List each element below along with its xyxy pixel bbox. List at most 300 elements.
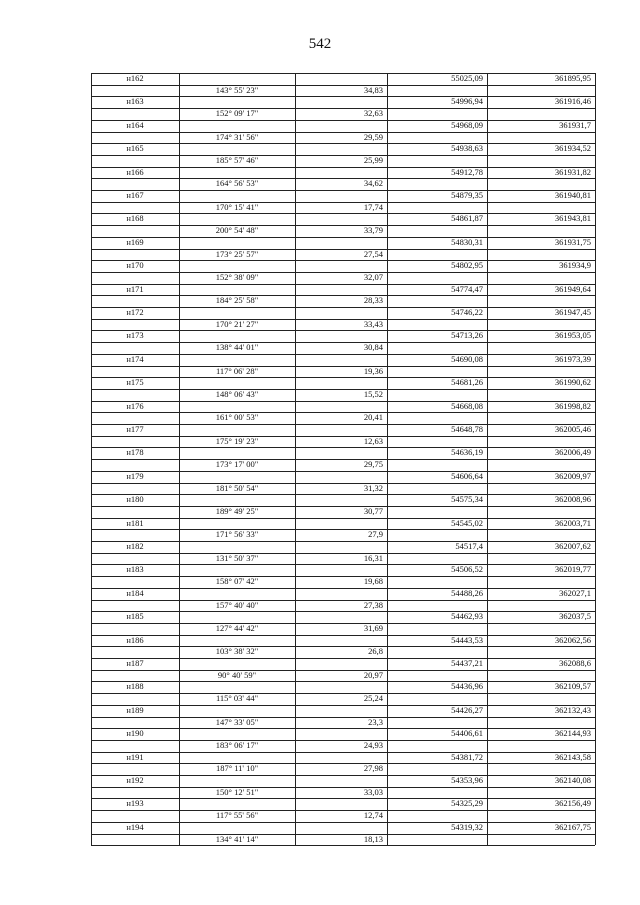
point-name-text: н175 xyxy=(126,377,144,388)
point-name xyxy=(91,307,179,319)
direction-angle-text: 90° 40' 59" xyxy=(217,669,257,680)
coordinate-x xyxy=(387,237,487,249)
coordinate-y xyxy=(487,798,595,810)
segment-length xyxy=(295,108,387,120)
point-name-text: н180 xyxy=(126,494,144,505)
point-name xyxy=(91,494,179,506)
coordinate-y-text: 361916,46 xyxy=(554,96,591,107)
direction-angle xyxy=(179,319,295,331)
coordinate-y xyxy=(487,681,595,693)
coordinate-x-text: 54802,95 xyxy=(451,260,483,271)
coordinate-x xyxy=(387,307,487,319)
segment-length xyxy=(295,834,387,846)
coordinate-y xyxy=(487,167,595,179)
point-name xyxy=(91,167,179,179)
point-name xyxy=(91,424,179,436)
coordinates-table xyxy=(91,73,595,845)
coordinate-x-text: 54830,31 xyxy=(451,236,483,247)
point-name-text: н174 xyxy=(126,353,144,364)
coordinate-y-text: 361934,9 xyxy=(559,260,591,271)
direction-angle xyxy=(179,834,295,846)
segment-length xyxy=(295,623,387,635)
coordinate-y xyxy=(487,705,595,717)
point-name-text: н169 xyxy=(126,236,144,247)
coordinate-y xyxy=(487,471,595,483)
segment-length-text: 16,31 xyxy=(363,552,383,563)
segment-length-text: 19,68 xyxy=(363,576,383,587)
point-name-text: н171 xyxy=(126,283,144,294)
coordinate-y-text: 361931,82 xyxy=(554,166,591,177)
coordinate-x xyxy=(387,143,487,155)
point-name-text: н188 xyxy=(126,681,144,692)
point-name-text: н178 xyxy=(126,447,144,458)
segment-length xyxy=(295,810,387,822)
point-name-text: н176 xyxy=(126,400,144,411)
point-name xyxy=(91,681,179,693)
coordinate-y-text: 362132,43 xyxy=(554,704,591,715)
segment-length-text: 18,13 xyxy=(363,833,383,844)
direction-angle-text: 173° 25' 57" xyxy=(215,248,259,259)
direction-angle xyxy=(179,108,295,120)
point-name xyxy=(91,143,179,155)
coordinate-x xyxy=(387,752,487,764)
coordinate-y-text: 361895,95 xyxy=(554,73,591,83)
coordinate-y-text: 362143,58 xyxy=(554,751,591,762)
coordinate-x xyxy=(387,658,487,670)
coordinate-y xyxy=(487,260,595,272)
coordinate-y-text: 362037,5 xyxy=(559,611,591,622)
segment-length xyxy=(295,225,387,237)
direction-angle-text: 134° 41' 14" xyxy=(215,833,259,844)
point-name xyxy=(91,73,179,85)
coordinate-x xyxy=(387,822,487,834)
coordinate-y xyxy=(487,588,595,600)
coordinate-x xyxy=(387,167,487,179)
point-name xyxy=(91,728,179,740)
coordinate-x-text: 54938,63 xyxy=(451,143,483,154)
point-name-text: н190 xyxy=(126,728,144,739)
coordinate-y-text: 361931,75 xyxy=(554,236,591,247)
coordinate-x-text: 54517,4 xyxy=(455,541,483,551)
table-row-border xyxy=(91,845,595,846)
coordinate-x xyxy=(387,681,487,693)
direction-angle xyxy=(179,506,295,518)
point-name-text: н183 xyxy=(126,564,144,575)
coordinate-x-text: 54912,78 xyxy=(451,166,483,177)
direction-angle xyxy=(179,132,295,144)
coordinate-y xyxy=(487,96,595,108)
coordinate-y-text: 362109,57 xyxy=(554,681,591,692)
point-name xyxy=(91,775,179,787)
coordinate-y-text: 362007,62 xyxy=(554,541,591,551)
segment-length-text: 28,33 xyxy=(363,295,383,306)
direction-angle xyxy=(179,623,295,635)
point-name xyxy=(91,96,179,108)
coordinate-y-text: 362003,71 xyxy=(554,517,591,528)
direction-angle xyxy=(179,249,295,261)
point-name xyxy=(91,798,179,810)
coordinate-x xyxy=(387,260,487,272)
segment-length xyxy=(295,319,387,331)
coordinate-x xyxy=(387,447,487,459)
direction-angle xyxy=(179,576,295,588)
coordinate-y xyxy=(487,354,595,366)
segment-length-text: 30,84 xyxy=(363,342,383,353)
point-name-text: н162 xyxy=(126,73,144,83)
segment-length-text: 27,9 xyxy=(368,529,383,540)
coordinate-x-text: 54879,35 xyxy=(451,190,483,200)
coordinate-x-text: 54690,08 xyxy=(451,353,483,364)
direction-angle-text: 185° 57' 46" xyxy=(215,154,259,165)
coordinate-y-text: 362140,08 xyxy=(554,775,591,785)
point-name-text: н187 xyxy=(126,658,144,668)
direction-angle xyxy=(179,178,295,190)
direction-angle xyxy=(179,740,295,752)
segment-length-text: 29,59 xyxy=(363,131,383,142)
direction-angle-text: 189° 49' 25" xyxy=(215,505,259,516)
coordinate-x-text: 54443,53 xyxy=(451,634,483,645)
coordinate-y-text: 362156,49 xyxy=(554,798,591,809)
segment-length-text: 33,03 xyxy=(363,786,383,797)
direction-angle-text: 173° 17' 00" xyxy=(215,459,259,470)
coordinate-y-text: 362088,6 xyxy=(559,658,591,668)
point-name-text: н163 xyxy=(126,96,144,107)
point-name-text: н181 xyxy=(126,517,144,528)
point-name xyxy=(91,377,179,389)
segment-length xyxy=(295,670,387,682)
direction-angle xyxy=(179,483,295,495)
coordinate-x-text: 54746,22 xyxy=(451,307,483,317)
coordinate-y-text: 361973,39 xyxy=(554,353,591,364)
segment-length xyxy=(295,483,387,495)
direction-angle xyxy=(179,272,295,284)
coordinate-y-text: 362008,96 xyxy=(554,494,591,505)
coordinate-y-text: 362167,75 xyxy=(554,821,591,832)
coordinate-x-text: 54575,34 xyxy=(451,494,483,505)
point-name xyxy=(91,284,179,296)
segment-length-text: 31,69 xyxy=(363,622,383,633)
segment-length xyxy=(295,249,387,261)
point-name xyxy=(91,237,179,249)
coordinate-x xyxy=(387,213,487,225)
coordinate-x xyxy=(387,377,487,389)
direction-angle-text: 152° 38' 09" xyxy=(215,271,259,282)
direction-angle xyxy=(179,85,295,97)
coordinate-y xyxy=(487,330,595,342)
coordinate-y xyxy=(487,658,595,670)
coordinate-y xyxy=(487,541,595,553)
coordinate-x-text: 54996,94 xyxy=(451,96,483,107)
segment-length xyxy=(295,529,387,541)
point-name-text: н164 xyxy=(126,119,144,130)
coordinate-x xyxy=(387,401,487,413)
coordinate-y-text: 362062,56 xyxy=(554,634,591,645)
direction-angle-text: 157° 40' 40" xyxy=(215,599,259,610)
coordinate-x-text: 54325,29 xyxy=(451,798,483,809)
point-name xyxy=(91,752,179,764)
point-name xyxy=(91,260,179,272)
direction-angle-text: 152° 09' 17" xyxy=(215,108,259,119)
direction-angle-text: 187° 11' 10" xyxy=(215,763,259,774)
direction-angle xyxy=(179,717,295,729)
direction-angle-text: 161° 00' 53" xyxy=(215,412,259,423)
coordinate-y xyxy=(487,494,595,506)
coordinate-x-text: 54668,08 xyxy=(451,400,483,411)
point-name xyxy=(91,190,179,202)
point-name xyxy=(91,447,179,459)
segment-length xyxy=(295,459,387,471)
coordinate-x-text: 54426,27 xyxy=(451,704,483,715)
segment-length-text: 32,07 xyxy=(363,271,383,282)
coordinate-x-text: 54968,09 xyxy=(451,119,483,130)
segment-length-text: 34,62 xyxy=(363,178,383,189)
segment-length-text: 25,99 xyxy=(363,154,383,165)
point-name-text: н177 xyxy=(126,424,144,434)
segment-length-text: 24,93 xyxy=(363,739,383,750)
coordinate-x xyxy=(387,705,487,717)
point-name-text: н194 xyxy=(126,821,144,832)
point-name xyxy=(91,658,179,670)
direction-angle-text: 131° 50' 37" xyxy=(215,552,259,563)
segment-length xyxy=(295,132,387,144)
coordinate-y xyxy=(487,635,595,647)
segment-length xyxy=(295,202,387,214)
coordinate-x-text: 54861,87 xyxy=(451,213,483,224)
point-name-text: н172 xyxy=(126,307,144,317)
point-name-text: н173 xyxy=(126,330,144,341)
coordinate-x-text: 55025,09 xyxy=(451,73,483,83)
coordinate-y xyxy=(487,447,595,459)
point-name xyxy=(91,471,179,483)
direction-angle-text: 170° 21' 27" xyxy=(215,318,259,329)
coordinate-x-text: 54353,96 xyxy=(451,775,483,785)
direction-angle xyxy=(179,389,295,401)
point-name-text: н189 xyxy=(126,704,144,715)
segment-length xyxy=(295,717,387,729)
segment-length-text: 15,52 xyxy=(363,388,383,399)
point-name xyxy=(91,822,179,834)
coordinate-y xyxy=(487,284,595,296)
direction-angle xyxy=(179,810,295,822)
coordinate-x-text: 54488,26 xyxy=(451,587,483,598)
direction-angle xyxy=(179,763,295,775)
segment-length-text: 29,75 xyxy=(363,459,383,470)
segment-length xyxy=(295,763,387,775)
coordinate-x-text: 54506,52 xyxy=(451,564,483,575)
coordinate-y xyxy=(487,728,595,740)
direction-angle-text: 200° 54' 48" xyxy=(215,225,259,236)
segment-length xyxy=(295,436,387,448)
coordinate-y xyxy=(487,424,595,436)
direction-angle xyxy=(179,202,295,214)
point-name-text: н182 xyxy=(126,541,144,551)
direction-angle xyxy=(179,787,295,799)
coordinate-x-text: 54713,26 xyxy=(451,330,483,341)
segment-length xyxy=(295,787,387,799)
direction-angle xyxy=(179,366,295,378)
direction-angle-text: 127° 44' 42" xyxy=(215,622,259,633)
segment-length-text: 20,41 xyxy=(363,412,383,423)
coordinate-x-text: 54648,78 xyxy=(451,424,483,434)
coordinate-y-text: 362019,77 xyxy=(554,564,591,575)
coordinate-x-text: 54681,26 xyxy=(451,377,483,388)
coordinate-x xyxy=(387,330,487,342)
segment-length-text: 26,8 xyxy=(368,646,383,657)
direction-angle xyxy=(179,600,295,612)
direction-angle xyxy=(179,436,295,448)
point-name-text: н165 xyxy=(126,143,144,154)
segment-length xyxy=(295,342,387,354)
coordinate-y-text: 362027,1 xyxy=(559,587,591,598)
coordinate-x-text: 54406,61 xyxy=(451,728,483,739)
coordinate-x xyxy=(387,73,487,85)
coordinate-y xyxy=(487,752,595,764)
segment-length-text: 32,63 xyxy=(363,108,383,119)
segment-length-text: 12,63 xyxy=(363,435,383,446)
direction-angle-text: 150° 12' 51" xyxy=(215,786,259,797)
point-name xyxy=(91,354,179,366)
direction-angle xyxy=(179,553,295,565)
coordinate-y-text: 361998,82 xyxy=(554,400,591,411)
coordinate-x-text: 54774,47 xyxy=(451,283,483,294)
segment-length-text: 20,97 xyxy=(363,669,383,680)
coordinate-x xyxy=(387,190,487,202)
coordinate-x-text: 54606,64 xyxy=(451,470,483,481)
segment-length xyxy=(295,553,387,565)
coordinate-x xyxy=(387,728,487,740)
point-name-text: н166 xyxy=(126,166,144,177)
point-name xyxy=(91,635,179,647)
coordinate-y xyxy=(487,822,595,834)
segment-length-text: 27,54 xyxy=(363,248,383,259)
segment-length-text: 33,79 xyxy=(363,225,383,236)
segment-length xyxy=(295,178,387,190)
coordinate-y-text: 361931,7 xyxy=(559,119,591,130)
segment-length-text: 23,3 xyxy=(368,716,383,727)
segment-length-text: 31,32 xyxy=(363,482,383,493)
segment-length-text: 30,77 xyxy=(363,505,383,516)
point-name-text: н184 xyxy=(126,587,144,598)
coordinate-x xyxy=(387,564,487,576)
direction-angle-text: 170° 15' 41" xyxy=(215,201,259,212)
direction-angle-text: 175° 19' 23" xyxy=(215,435,259,446)
coordinate-x xyxy=(387,424,487,436)
segment-length-text: 27,98 xyxy=(363,763,383,774)
point-name xyxy=(91,541,179,553)
segment-length xyxy=(295,85,387,97)
coordinate-y xyxy=(487,401,595,413)
direction-angle xyxy=(179,225,295,237)
point-name-text: н193 xyxy=(126,798,144,809)
coordinate-x xyxy=(387,798,487,810)
direction-angle xyxy=(179,412,295,424)
direction-angle-text: 147° 33' 05" xyxy=(215,716,259,727)
segment-length-text: 19,36 xyxy=(363,365,383,376)
segment-length xyxy=(295,412,387,424)
coordinate-x xyxy=(387,284,487,296)
segment-length-text: 12,74 xyxy=(363,810,383,821)
segment-length-text: 25,24 xyxy=(363,693,383,704)
coordinate-y-text: 361947,45 xyxy=(554,307,591,317)
coordinate-y-text: 362005,46 xyxy=(554,424,591,434)
segment-length xyxy=(295,272,387,284)
coordinate-x-text: 54319,32 xyxy=(451,821,483,832)
coordinate-x xyxy=(387,354,487,366)
direction-angle xyxy=(179,295,295,307)
segment-length xyxy=(295,646,387,658)
direction-angle-text: 143° 55' 23" xyxy=(215,84,259,95)
direction-angle-text: 158° 07' 42" xyxy=(215,576,259,587)
coordinate-x xyxy=(387,494,487,506)
coordinate-x xyxy=(387,775,487,787)
coordinate-x xyxy=(387,471,487,483)
coordinate-y xyxy=(487,307,595,319)
point-name-text: н185 xyxy=(126,611,144,622)
coordinate-x-text: 54437,21 xyxy=(451,658,483,668)
segment-length xyxy=(295,600,387,612)
page-number: 542 xyxy=(308,36,332,52)
coordinate-y xyxy=(487,213,595,225)
segment-length xyxy=(295,295,387,307)
coordinate-y xyxy=(487,775,595,787)
direction-angle xyxy=(179,646,295,658)
coordinate-y xyxy=(487,143,595,155)
point-name-text: н179 xyxy=(126,470,144,481)
coordinate-y-text: 361934,52 xyxy=(554,143,591,154)
point-name xyxy=(91,518,179,530)
coordinate-y-text: 361940,81 xyxy=(554,190,591,200)
point-name xyxy=(91,401,179,413)
direction-angle xyxy=(179,459,295,471)
coordinate-y-text: 362006,49 xyxy=(554,447,591,458)
coordinate-x-text: 54381,72 xyxy=(451,751,483,762)
direction-angle-text: 171° 56' 33" xyxy=(215,529,259,540)
coordinate-x-text: 54545,02 xyxy=(451,517,483,528)
segment-length xyxy=(295,506,387,518)
segment-length xyxy=(295,366,387,378)
segment-length xyxy=(295,693,387,705)
segment-length-text: 17,74 xyxy=(363,201,383,212)
coordinate-y xyxy=(487,611,595,623)
point-name xyxy=(91,611,179,623)
coordinate-x xyxy=(387,518,487,530)
segment-length-text: 33,43 xyxy=(363,318,383,329)
segment-length xyxy=(295,155,387,167)
segment-length xyxy=(295,740,387,752)
coordinate-y xyxy=(487,564,595,576)
coordinate-x xyxy=(387,96,487,108)
direction-angle-text: 148° 06' 43" xyxy=(215,388,259,399)
point-name xyxy=(91,588,179,600)
coordinate-x xyxy=(387,588,487,600)
coordinate-x-text: 54636,19 xyxy=(451,447,483,458)
point-name-text: н167 xyxy=(126,190,144,200)
direction-angle-text: 174° 31' 56" xyxy=(215,131,259,142)
direction-angle xyxy=(179,693,295,705)
coordinate-y xyxy=(487,190,595,202)
coordinate-y-text: 361990,62 xyxy=(554,377,591,388)
point-name-text: н192 xyxy=(126,775,144,785)
coordinate-y xyxy=(487,120,595,132)
table-column-border xyxy=(595,73,596,845)
segment-length-text: 34,83 xyxy=(363,84,383,95)
coordinate-y xyxy=(487,73,595,85)
direction-angle-text: 184° 25' 58" xyxy=(215,295,259,306)
coordinate-x-text: 54462,93 xyxy=(451,611,483,622)
coordinate-y-text: 362144,93 xyxy=(554,728,591,739)
point-name xyxy=(91,120,179,132)
coordinate-x-text: 54436,96 xyxy=(451,681,483,692)
